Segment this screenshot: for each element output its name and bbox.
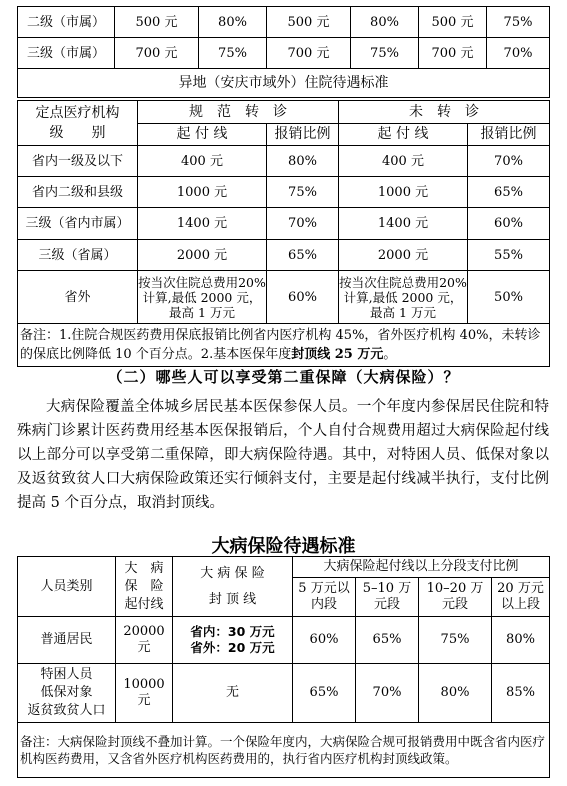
- segment-4-header: 20 万元以上段: [492, 578, 550, 617]
- table-row: [18, 617, 550, 664]
- segment-3-header: 10–20 万元段: [419, 578, 492, 617]
- inpatient-benefit-table: [17, 6, 550, 98]
- cell: 60%: [267, 271, 339, 324]
- cell: 70%: [267, 208, 339, 240]
- cell: 65%: [356, 617, 419, 664]
- institution-header: [18, 101, 138, 146]
- table-row: [18, 664, 550, 723]
- segment-header: 大病保险起付线以上分段支付比例: [293, 557, 550, 578]
- ratio-header: 报销比例: [468, 124, 550, 146]
- row-label: 省外: [18, 271, 138, 324]
- row-label: 特困人员 低保对象 返贫致贫人口: [18, 664, 116, 723]
- cell: 400 元: [339, 146, 468, 177]
- note-row: [18, 324, 550, 367]
- cell: 80%: [267, 146, 339, 177]
- header-text: 定点医疗机构: [35, 105, 120, 121]
- cell: 65%: [293, 664, 356, 723]
- table-row: [18, 38, 550, 69]
- cell: 1000 元: [138, 177, 267, 208]
- cell: 70%: [356, 664, 419, 723]
- cell: 500 元: [419, 7, 487, 38]
- critical-illness-table: [17, 556, 550, 778]
- cell: 75%: [199, 38, 267, 69]
- cell: 50%: [468, 271, 550, 324]
- table-row: [18, 7, 550, 38]
- header-text: 级 别: [49, 125, 106, 141]
- header-row: [18, 101, 550, 124]
- note-text: 。: [383, 347, 397, 362]
- cell: 75%: [419, 617, 492, 664]
- cell: 1400 元: [339, 208, 468, 240]
- cell: 60%: [293, 617, 356, 664]
- cell: 700 元: [115, 38, 199, 69]
- row-label: 三级（省内市属）: [18, 208, 138, 240]
- threshold-header: 起 付 线: [339, 124, 468, 146]
- segment-2-header: 5–10 万元段: [356, 578, 419, 617]
- cell: 60%: [468, 208, 550, 240]
- cell: 1000 元: [339, 177, 468, 208]
- ratio-header: 报销比例: [267, 124, 339, 146]
- cell: 70%: [468, 146, 550, 177]
- cell: 700 元: [419, 38, 487, 69]
- table-row: [18, 240, 550, 271]
- referral-header: 规 范 转 诊: [138, 101, 339, 124]
- cell: 80%: [199, 7, 267, 38]
- row-label: 省内一级及以下: [18, 146, 138, 177]
- header-row: [18, 557, 550, 578]
- table-caption: 异地（安庆市域外）住院待遇标准: [18, 69, 550, 98]
- category-header: 人员类别: [18, 557, 116, 617]
- note-text: 备注：1.住院合规医药费用保底报销比例省内医疗机构 45%，省外医疗机构 40%，未转诊的保底比例降低 10 个百分点。2.基本医保年度: [20, 328, 541, 362]
- cell: 700 元: [267, 38, 351, 69]
- threshold-header: 起 付 线: [138, 124, 267, 146]
- row-label: 三级（市属）: [18, 38, 115, 69]
- cell: 65%: [267, 240, 339, 271]
- table-note: [18, 324, 550, 367]
- cell: 80%: [351, 7, 419, 38]
- cell: 55%: [468, 240, 550, 271]
- cell: 1400 元: [138, 208, 267, 240]
- cell: 500 元: [267, 7, 351, 38]
- section-heading: （二）哪些人可以享受第二重保障（大病保险）？: [107, 368, 460, 386]
- table-row: [18, 271, 550, 324]
- body-paragraph: 大病保险覆盖全体城乡居民基本医保参保人员。一个年度内参保居民住院和特殊病门诊累计医药费用经基本医保报销后，个人自付合规费用超过大病保险起付线以上部分可以享受第二重保障，即大病保险待遇。其中，对特困人员、低保对象以及返贫致贫人口大病保险政策还实行倾斜支付，主要是起付线减半执行，支付比例提高 5 个百分点，取消封顶线。: [17, 399, 549, 511]
- cell: 2000 元: [339, 240, 468, 271]
- cell: 2000 元: [138, 240, 267, 271]
- no-referral-header: 未 转 诊: [339, 101, 550, 124]
- table-caption-row: [18, 69, 550, 98]
- cell: 500 元: [115, 7, 199, 38]
- table-title: 大病保险待遇标准: [211, 536, 356, 557]
- cell: 按当次住院总费用20%计算,最低 2000 元，最高 1 万元: [138, 271, 267, 324]
- threshold-header: 大 病 保 险 起付线: [116, 557, 173, 617]
- cell: 20000 元: [116, 617, 173, 664]
- row-label: 三级（省属）: [18, 240, 138, 271]
- table-row: [18, 146, 550, 177]
- cell: 85%: [492, 664, 550, 723]
- cell: 70%: [487, 38, 550, 69]
- cell: 无: [173, 664, 293, 723]
- cell: 80%: [492, 617, 550, 664]
- cell: 省内：30 万元 省外：20 万元: [173, 617, 293, 664]
- row-label: 普通居民: [18, 617, 116, 664]
- cell: 按当次住院总费用20%计算,最低 2000 元，最高 1 万元: [339, 271, 468, 324]
- cap-header: [173, 557, 293, 617]
- cell: 75%: [487, 7, 550, 38]
- cell: 75%: [267, 177, 339, 208]
- row-label: 省内二级和县级: [18, 177, 138, 208]
- header-text: 大 病 保 险: [200, 565, 265, 581]
- header-text: 封 顶 线: [208, 591, 257, 607]
- out-of-region-table: [17, 100, 550, 367]
- table-row: [18, 177, 550, 208]
- cell: 65%: [468, 177, 550, 208]
- row-label: 二级（市属）: [18, 7, 115, 38]
- cell: 80%: [419, 664, 492, 723]
- segment-1-header: 5 万元以内段: [293, 578, 356, 617]
- table-row: [18, 208, 550, 240]
- cell: 400 元: [138, 146, 267, 177]
- cell: 10000 元: [116, 664, 173, 723]
- cell: 75%: [351, 38, 419, 69]
- note-row: [18, 723, 550, 778]
- note-emphasis: 封顶线 25 万元: [291, 347, 384, 362]
- table-note: 备注：大病保险封顶线不叠加计算。一个保险年度内，大病保险合规可报销费用中既含省内医疗机构医药费用，又含省外医疗机构医药费用的，执行省内医疗机构封顶线政策。: [18, 723, 550, 778]
